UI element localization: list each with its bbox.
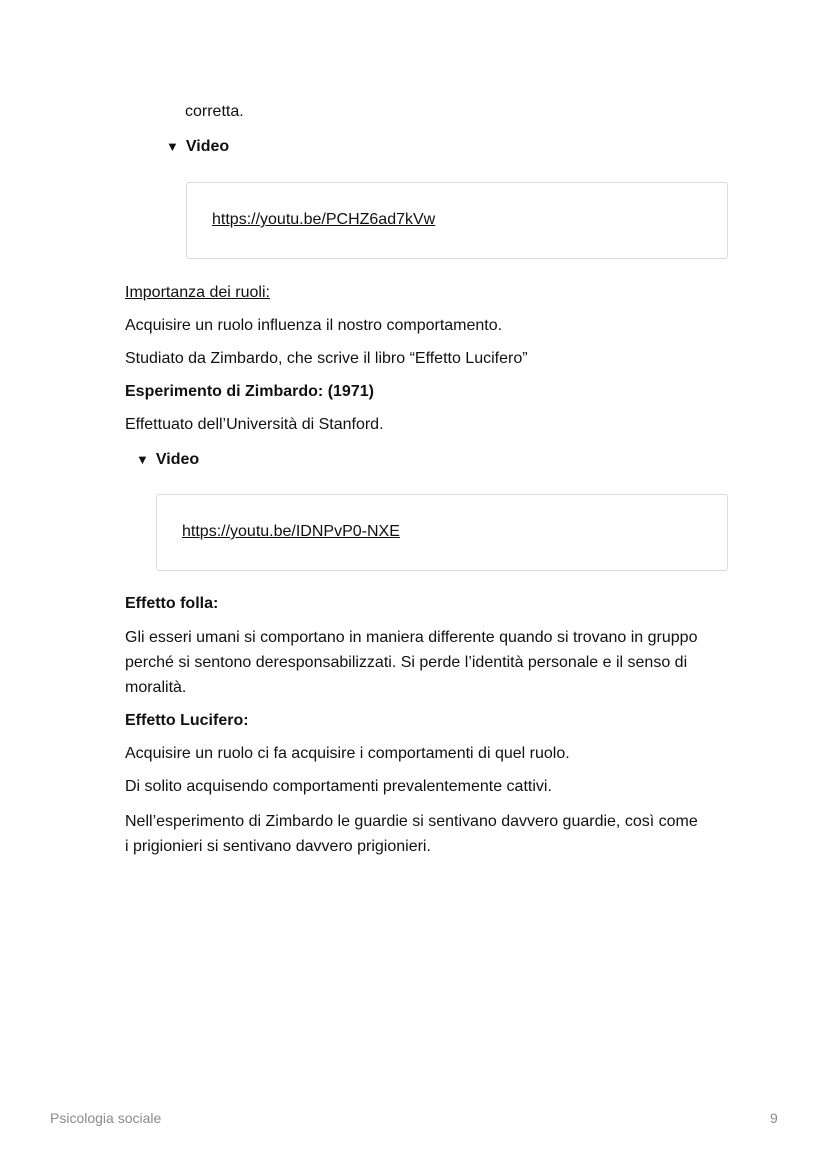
roles-text-1: Acquisire un ruolo influenza il nostro comportamento. — [125, 317, 503, 334]
video-link-2[interactable]: https://youtu.be/IDNPvP0-NXE — [182, 523, 400, 540]
continued-text: corretta. — [185, 103, 244, 120]
crowd-effect-heading: Effetto folla: — [125, 595, 219, 612]
video-link-1[interactable]: https://youtu.be/PCHZ6ad7kVw — [212, 211, 436, 228]
lucifer-text-1: Acquisire un ruolo ci fa acquisire i comportamenti di quel ruolo. — [125, 745, 570, 762]
roles-text-2: Studiato da Zimbardo, che scrive il libro “Effetto Lucifero” — [125, 350, 528, 367]
paragraph-line: Nell’esperimento di Zimbardo le guardie si sentivano davvero guardie, così come — [125, 813, 698, 830]
lucifer-text-2: Di solito acquisendo comportamenti prevalentemente cattivi. — [125, 778, 552, 795]
roles-heading: Importanza dei ruoli: — [125, 284, 270, 301]
triangle-down-icon: ▼ — [166, 139, 179, 154]
footer-document-title: Psicologia sociale — [50, 1110, 162, 1126]
experiment-place: Effettuato dell’Università di Stanford. — [125, 416, 384, 433]
experiment-title: Esperimento di Zimbardo: (1971) — [125, 383, 374, 400]
paragraph-line: Gli esseri umani si comportano in maniera differente quando si trovano in gruppo — [125, 629, 698, 646]
video-embed-box-2 — [156, 494, 728, 571]
lucifer-effect-heading: Effetto Lucifero: — [125, 712, 249, 729]
video-embed-box-1 — [186, 182, 728, 259]
video-toggle-label: Video — [185, 138, 230, 155]
paragraph-line: i prigionieri si sentivano davvero prigionieri. — [125, 838, 431, 855]
video-toggle-1[interactable] — [166, 137, 229, 157]
paragraph-line: perché si sentono deresponsabilizzati. Si perde l’identità personale e il senso di — [125, 654, 688, 671]
triangle-down-icon: ▼ — [136, 452, 149, 467]
paragraph-line: moralità. — [125, 679, 187, 696]
footer-page-number: 9 — [770, 1110, 778, 1126]
crowd-effect-paragraph — [125, 625, 745, 700]
video-toggle-label: Video — [155, 451, 200, 468]
video-toggle-2[interactable] — [136, 450, 199, 470]
lucifer-paragraph — [125, 809, 745, 859]
